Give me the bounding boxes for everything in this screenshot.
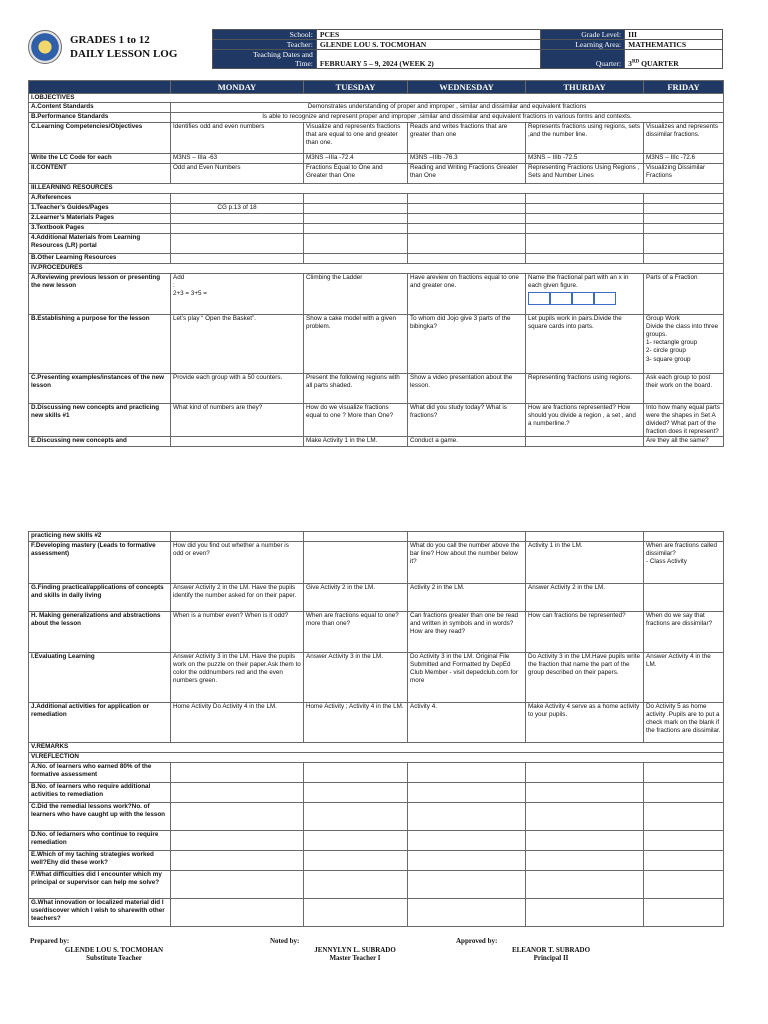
proc-d-friday: Into how many equal parts were the shapes in Set A divided? What part of the fraction does it represent? bbox=[644, 404, 724, 437]
proc-g-label: G.Finding practical/applications of concepts and skills in daily living bbox=[29, 584, 171, 612]
quarter-label: Quarter: bbox=[541, 50, 625, 69]
learning-area-value: MATHEMATICS bbox=[625, 40, 723, 50]
proc-f-thursday: Activity 1 in the LM. bbox=[526, 542, 644, 584]
competencies-label: C.Learning Competencies/Objectives bbox=[29, 123, 171, 154]
teaching-dates-value: FEBRUARY 5 – 9, 2024 (WEEK 2) bbox=[316, 50, 540, 69]
lc-code-label: Write the LC Code for each bbox=[29, 154, 171, 164]
approved-by-label: Approved by: bbox=[456, 937, 498, 945]
teacher-value: GLENDE LOU S. TOCMOHAN bbox=[316, 40, 540, 50]
proc-c-label: C.Presenting examples/instances of the new lesson bbox=[29, 374, 171, 404]
fraction-figure-boxes bbox=[528, 292, 616, 305]
proc-a-wednesday: Have areview on fractions equal to one and greater one. bbox=[408, 274, 526, 315]
proc-e-label: E.Discussing new concepts and bbox=[29, 437, 171, 447]
lesson-log-table-part1 bbox=[28, 80, 724, 447]
school-label: School: bbox=[213, 30, 317, 40]
teachers-guide-monday: CG p.13 of 18 bbox=[171, 204, 304, 214]
proc-g-tuesday: Give Activity 2 in the LM. bbox=[304, 584, 408, 612]
proc-f-tuesday bbox=[304, 542, 408, 584]
reflection-heading: VI.REFLECTION bbox=[29, 753, 724, 763]
approved-by-block bbox=[456, 937, 606, 963]
proc-e-friday: Are they all the same? bbox=[644, 437, 724, 447]
lc-code-friday: M3NS – IIIc -72.6 bbox=[644, 154, 724, 164]
proc-b-thursday: Let pupils work in pairs.Divide the square cards into parts. bbox=[526, 315, 644, 374]
proc-i-monday: Answer Activity 3 in the LM. Have the pupils work on the puzzle on their paper.Ask them to color the oddnumbers red and the even numbers green. bbox=[171, 653, 304, 703]
proc-c-wednesday: Show a video presentation about the lesson. bbox=[408, 374, 526, 404]
proc-b-label: B.Establishing a purpose for the lesson bbox=[29, 315, 171, 374]
approved-by-title: Principal II bbox=[533, 954, 569, 962]
reflection-d-label: D.No. of ledarners who continue to require remediation bbox=[29, 831, 171, 851]
proc-h-label: H. Making generalizations and abstractions about the lesson bbox=[29, 612, 171, 653]
content-wednesday: Reading and Writing Fractions Greater than One bbox=[408, 164, 526, 184]
grade-level-value: III bbox=[625, 30, 723, 40]
noted-by-name: JENNYLYN L. SUBRADO bbox=[314, 945, 396, 954]
day-header-wednesday: WEDNESDAY bbox=[408, 81, 526, 94]
lesson-log-table-part2 bbox=[28, 531, 724, 927]
learners-materials-label: 2.Learner’s Materials Pages bbox=[29, 214, 171, 224]
deped-seal-logo bbox=[28, 30, 62, 64]
proc-h-friday: When do we say that fractions are dissimilar? bbox=[644, 612, 724, 653]
title-grades: GRADES 1 to 12 bbox=[70, 34, 150, 46]
document-title bbox=[70, 33, 177, 61]
proc-h-wednesday: Can fractions greater than one be read and written in symbols and in words?How are they read? bbox=[408, 612, 526, 653]
reflection-c-label: C.Did the remedial lessons work?No. of learners who have caught up with the lesson bbox=[29, 803, 171, 831]
content-standards-text: Demonstrates understanding of proper and improper , similar and dissimilar and equivalent fractions bbox=[171, 103, 724, 113]
procedures-heading: IV.PROCEDURES bbox=[29, 264, 724, 274]
proc-j-wednesday: Activity 4. bbox=[408, 703, 526, 743]
learning-area-label: Learning Area: bbox=[541, 40, 625, 50]
proc-h-thursday: How can fractions be represented? bbox=[526, 612, 644, 653]
quarter-value: 3RD QUARTER bbox=[625, 50, 723, 69]
proc-b-wednesday: To whom did Jojo give 3 parts of the bibingka? bbox=[408, 315, 526, 374]
prepared-by-label: Prepared by: bbox=[30, 937, 70, 945]
proc-d-wednesday: What did you study today? What is fractions? bbox=[408, 404, 526, 437]
proc-d-thursday: How are fractions represented? How should you divide a region , a set , and a numberline.? bbox=[526, 404, 644, 437]
day-header-monday: MONDAY bbox=[171, 81, 304, 94]
proc-f-friday: When are fractions called dissimilar? - Class Activity bbox=[644, 542, 724, 584]
day-header-tuesday: TUESDAY bbox=[304, 81, 408, 94]
proc-j-label: J.Additional activities for application or remediation bbox=[29, 703, 171, 743]
reflection-a-label: A.No. of learners who earned 80% of the formative assessment bbox=[29, 763, 171, 783]
content-friday: Visualizing Dissimilar Fractions bbox=[644, 164, 724, 184]
proc-b-monday: Let’s play “ Open the Basket”. bbox=[171, 315, 304, 374]
day-header-thursday: THURDAY bbox=[526, 81, 644, 94]
content-monday: Odd and Even Numbers bbox=[171, 164, 304, 184]
proc-e-wednesday: Conduct a game. bbox=[408, 437, 526, 447]
noted-by-title: Master Teacher I bbox=[329, 954, 381, 962]
lc-code-monday: M3NS – IIIa -63 bbox=[171, 154, 304, 164]
teacher-label: Teacher: bbox=[213, 40, 317, 50]
title-dll: DAILY LESSON LOG bbox=[70, 48, 178, 60]
competencies-wednesday: Reads and writes fractions that are greater than one bbox=[408, 123, 526, 154]
day-header-row bbox=[29, 81, 724, 94]
proc-a-monday: Add : 2+3 = 3+5 = bbox=[171, 274, 304, 315]
competencies-monday: Identifies odd and even numbers bbox=[171, 123, 304, 154]
proc-i-wednesday: Do Activity 3 in the LM. Original File Submitted and Formatted by DepEd Club Member - visit depedclub.com for more bbox=[408, 653, 526, 703]
proc-f-monday: How did you find out whether a number is odd or even? bbox=[171, 542, 304, 584]
content-label: II.CONTENT bbox=[29, 164, 171, 184]
grade-level-label: Grade Level: bbox=[541, 30, 625, 40]
prepared-by-name: GLENDE LOU S. TOCMOHAN bbox=[64, 945, 164, 954]
proc-b-friday: Group Work Divide the class into three groups. 1- rectangle group 2- circle group 3- square group bbox=[644, 315, 724, 374]
proc-h-monday: When is a number even? When is it odd? bbox=[171, 612, 304, 653]
approved-by-name: ELEANOR T. SUBRADO bbox=[511, 945, 591, 954]
reflection-e-label: E.Which of my taching strategies worked well?Ehy did these work? bbox=[29, 851, 171, 871]
noted-by-block bbox=[270, 937, 420, 963]
noted-by-label: Noted by: bbox=[270, 937, 300, 945]
proc-c-monday: Provide each group with a 50 counters. bbox=[171, 374, 304, 404]
proc-a-friday: Parts of a Fraction bbox=[644, 274, 724, 315]
proc-j-friday: Do Activity 5 as home activity .Pupils are to put a check mark on the blank if the fractions are dissimilar. bbox=[644, 703, 724, 743]
objectives-heading: I.OBJECTIVES bbox=[29, 94, 724, 103]
day-header-blank bbox=[29, 81, 171, 94]
proc-f-wednesday: What do you call the number above the bar line? How about the number below it? bbox=[408, 542, 526, 584]
proc-i-thursday: Do Activity 3 in the LM.Have pupils write the fraction that name the part of the group described on their papers. bbox=[526, 653, 644, 703]
lc-code-tuesday: M3NS –IIIa -72.4 bbox=[304, 154, 408, 164]
textbook-pages-label: 3.Textbook Pages bbox=[29, 224, 171, 234]
proc-j-tuesday: Home Activity ; Activity 4 in the LM. bbox=[304, 703, 408, 743]
header-info-table bbox=[212, 29, 723, 69]
performance-standards-label: B.Performance Standards bbox=[29, 113, 171, 123]
reflection-b-label: B.No. of learners who require additional activities to remediation bbox=[29, 783, 171, 803]
proc-g-monday: Answer Activity 2 in the LM. Have the pupils identify the number asked for on their paper. bbox=[171, 584, 304, 612]
proc-j-monday: Home Activity Do Activity 4 in the LM. bbox=[171, 703, 304, 743]
references-label: A.References bbox=[29, 194, 171, 204]
proc-e-monday bbox=[171, 437, 304, 447]
proc-i-label: I.Evaluating Learning bbox=[29, 653, 171, 703]
proc-g-wednesday: Activity 2 in the LM. bbox=[408, 584, 526, 612]
lc-code-wednesday: M3NS –IIIb -76.3 bbox=[408, 154, 526, 164]
proc-d-monday: What kind of numbers are they? bbox=[171, 404, 304, 437]
teachers-guide-label: 1.Teacher’s Guides/Pages bbox=[29, 204, 171, 214]
reflection-g-label: G.What innovation or localized material did I use/discover which I wish to sharewith other teachers? bbox=[29, 899, 171, 927]
proc-b-tuesday: Show a cake model with a given problem. bbox=[304, 315, 408, 374]
competencies-tuesday: Visualize and represents fractions that are equal to one and greater than one. bbox=[304, 123, 408, 154]
proc-g-thursday: Answer Activity 2 in the LM. bbox=[526, 584, 644, 612]
learning-resources-heading: III.LEARNING RESOURCES bbox=[29, 184, 724, 194]
proc-i-friday: Answer Activity 4 in the LM. bbox=[644, 653, 724, 703]
competencies-friday: Visualizes and represents dissimilar fractions. bbox=[644, 123, 724, 154]
content-standards-label: A.Content Standards bbox=[29, 103, 171, 113]
proc-d-tuesday: How do we visualize fractions equal to one ? More than One? bbox=[304, 404, 408, 437]
lc-code-thursday: M3NS – IIIb -72.5 bbox=[526, 154, 644, 164]
proc-c-tuesday: Present the following regions with all parts shaded. bbox=[304, 374, 408, 404]
proc-g-friday bbox=[644, 584, 724, 612]
teaching-dates-label: Teaching Dates and Time: bbox=[213, 50, 317, 69]
lr-portal-label: 4.Additional Materials from Learning Resources (LR) portal bbox=[29, 234, 171, 254]
proc-a-tuesday: Climbing the Ladder bbox=[304, 274, 408, 315]
remarks-heading: V.REMARKS bbox=[29, 743, 724, 753]
school-value: PCES bbox=[316, 30, 540, 40]
reflection-f-label: F.What difficulties did I encounter which my principal or supervisor can help me solve? bbox=[29, 871, 171, 899]
proc-a-label: A.Reviewing previous lesson or presenting the new lesson bbox=[29, 274, 171, 315]
day-header-friday: FRIDAY bbox=[644, 81, 724, 94]
proc-a-thursday: Name the fractional part with an x in each given figure. bbox=[526, 274, 644, 315]
proc-h-tuesday: When are fractions equal to one?more than one? bbox=[304, 612, 408, 653]
prepared-by-block bbox=[30, 937, 170, 963]
performance-standards-text: Is able to recognize and represent proper and improper ,similar and dissimilar and equivalent fractions in various forms and contexts. bbox=[171, 113, 724, 123]
content-thursday: Representing Fractions Using Regions , Sets and Number Lines bbox=[526, 164, 644, 184]
proc-j-thursday: Make Activity 4 serve as a home activity to your pupils. bbox=[526, 703, 644, 743]
proc-e-label-cont: practicing new skills #2 bbox=[29, 532, 171, 542]
content-tuesday: Fractions Equal to One and Greater than One bbox=[304, 164, 408, 184]
prepared-by-title: Substitute Teacher bbox=[86, 954, 142, 962]
proc-i-tuesday: Answer Activity 3 in the LM. bbox=[304, 653, 408, 703]
proc-f-label: F.Developing mastery (Leads to formative assessment) bbox=[29, 542, 171, 584]
competencies-thursday: Represents fractions using regions, sets ,and the number line. bbox=[526, 123, 644, 154]
proc-d-label: D.Discussing new concepts and practicing new skills #1 bbox=[29, 404, 171, 437]
proc-c-thursday: Representing fractions using regions. bbox=[526, 374, 644, 404]
proc-e-tuesday: Make Activity 1 in the LM. bbox=[304, 437, 408, 447]
proc-c-friday: Ask each group to post their work on the board. bbox=[644, 374, 724, 404]
other-resources-label: B.Other Learning Resources bbox=[29, 254, 171, 264]
proc-e-thursday bbox=[526, 437, 644, 447]
